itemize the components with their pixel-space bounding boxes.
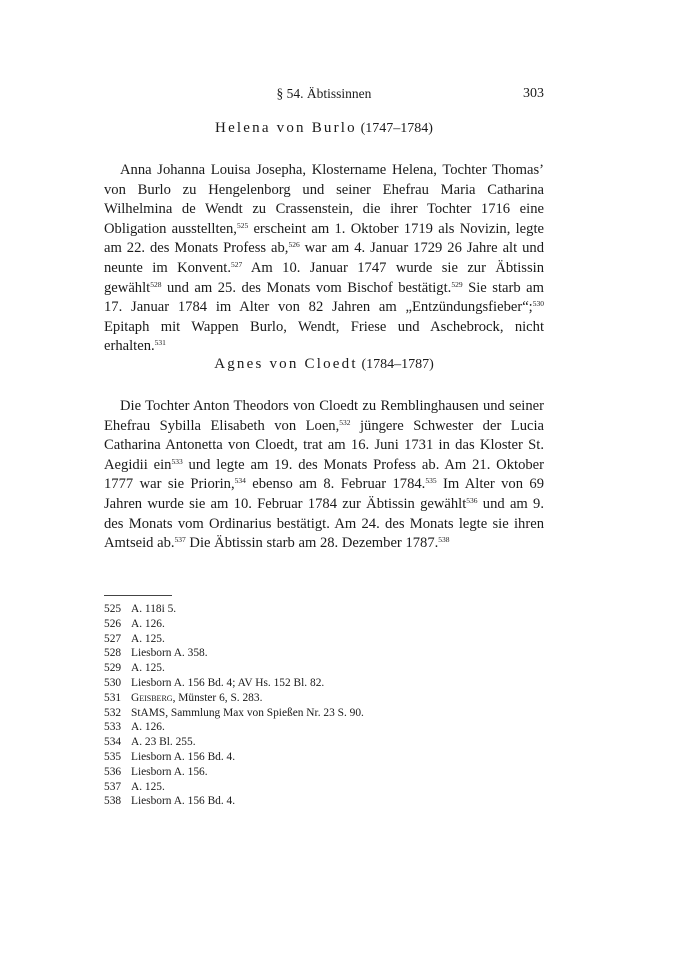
footnote-text: Liesborn A. 358. [131,647,208,660]
footnote [104,646,544,661]
body-text: Im Alter von 69 Jahren wurde sie am 10. Februar 1784 zur Äbtissin gewählt [104,476,544,512]
running-head-title: § 54. Äbtissinnen [276,86,372,101]
footnote-number: 526 [104,617,122,630]
footnote-text: Liesborn A. 156. [131,765,208,778]
body-text: jüngere Schwester der Lucia Catharina Antonetta von Cloedt, trat am 16. Juni 1731 in das Kloster St. Aegidii ein [104,417,544,473]
body-text: war am 4. Januar 1729 26 Jahre alt und neunte im Konvent. [104,240,544,276]
footnote-ref[interactable]: 525 [236,220,249,230]
footnote-number: 537 [104,780,122,793]
footnote-ref[interactable]: 528 [150,279,162,289]
footnote-number: 530 [104,676,122,689]
footnote-number: 527 [104,632,122,645]
footnote [104,617,544,632]
footnote-number: 534 [104,736,122,749]
body-text: Die Äbtissin starb am 28. Dezember 1787. [185,535,439,552]
section-helena-von-burlo [104,118,544,357]
body-text: und am 25. des Monats vom Bischof bestätigt. [161,279,452,296]
body-text: Die Tochter Anton Theodors von Cloedt zu Remblinghausen und seiner Ehefrau Sybilla Elisabeth von Loen, [104,398,544,434]
footnote-text: A. 125. [131,632,165,645]
footnote-ref[interactable]: 530 [532,299,544,309]
footnote [104,661,544,676]
footnote-ref[interactable]: 537 [174,535,186,545]
section-name: Agnes von Cloedt [214,356,358,372]
footnote-ref[interactable]: 526 [288,240,300,250]
footnote-ref[interactable]: 535 [425,476,437,486]
footnote-ref[interactable]: 531 [154,338,166,348]
footnote-ref[interactable]: 538 [438,535,450,545]
footnote [104,720,544,735]
footnote-ref[interactable]: 536 [466,495,478,505]
footnote-ref[interactable]: 529 [451,279,463,289]
body-text: Sie starb am 17. Januar 1784 im Alter von 82 Jahren am „Entzündungsfieber“; [104,279,544,316]
footnote-text: A. 126. [131,721,165,734]
footnote-number: 529 [104,662,122,675]
footnote-number: 538 [104,795,122,808]
page-number: 303 [523,86,544,101]
footnote [104,632,544,647]
running-head [104,86,544,106]
body-text: und am 9. des Monats vom Ordinarius bestätigt. Am 24. des Monats legte sie ihren Amtseid ab. [104,495,544,552]
footnote-ref[interactable]: 527 [231,259,243,269]
footnote-text: A. 126. [131,617,165,630]
footnote-ref[interactable]: 534 [234,476,246,486]
section-heading [104,354,544,375]
footnote-ref[interactable]: 532 [339,417,351,427]
footnote [104,750,544,765]
footnote-text: Liesborn A. 156 Bd. 4. [131,795,236,808]
footnote-number: 535 [104,750,122,763]
body-text: und legte am 19. des Monats Profess ab. Am 21. Oktober 1777 war sie Priorin, [104,456,544,493]
section-dates: (1784–1787) [361,357,434,372]
footnote-number: 532 [104,706,122,719]
footnote-text: Liesborn A. 156 Bd. 4. [131,750,236,763]
footnote-text: A. 23 Bl. 255. [131,736,196,749]
footnote-text: A. 118i 5. [131,603,177,615]
footnote-text: StAMS, Sammlung Max von Spießen Nr. 23 S. 90. [131,706,364,719]
footnote-text: Liesborn A. 156 Bd. 4; AV Hs. 152 Bl. 82. [131,676,325,689]
footnotes-list [104,602,544,809]
footnote-author: Geisberg [131,691,173,704]
footnote [104,794,544,809]
footnote [104,676,544,691]
section-name: Helena von Burlo [215,120,357,136]
footnote-divider [104,595,172,596]
footnote-number: 525 [104,603,122,615]
footnote-number: 531 [104,691,122,704]
footnote [104,706,544,721]
footnote [104,602,544,617]
footnote-number: 533 [104,721,122,734]
footnote [104,691,544,706]
footnote-number: 528 [104,647,122,660]
section-heading [104,118,544,139]
footnote [104,735,544,750]
body-text: Epitaph mit Wappen Burlo, Wendt, Friese und Aschebrock, nicht erhalten. [104,318,544,355]
section-body [104,161,544,357]
footnote-text: A. 125. [131,662,165,675]
footnote-text: A. 125. [131,780,165,793]
footnote [104,780,544,795]
section-body [104,397,544,554]
body-text: erscheint am 1. Oktober 1719 als Novizin, legte am 22. des Monats Profess ab, [104,220,544,257]
footnote-text: , Münster 6, S. 283. [172,691,263,704]
footnote-number: 536 [104,765,122,778]
footnote-ref[interactable]: 533 [171,456,183,466]
body-text: Am 10. Januar 1747 wurde sie zur Äbtissin gewählt [104,259,545,296]
body-text: ebenso am 8. Februar 1784. [245,476,426,493]
footnote [104,765,544,780]
section-dates: (1747–1784) [360,121,433,136]
section-agnes-von-cloedt [104,354,544,554]
body-text: Anna Johanna Louisa Josepha, Klostername Helena, Tochter Thomas’ von Burlo zu Hengelenborg und seiner Ehefrau Maria Catharina Wilhelmina de Wendt zu Crassenstein, die ihrer Tochter 1716 eine Obligation ausstellten, [104,162,544,237]
